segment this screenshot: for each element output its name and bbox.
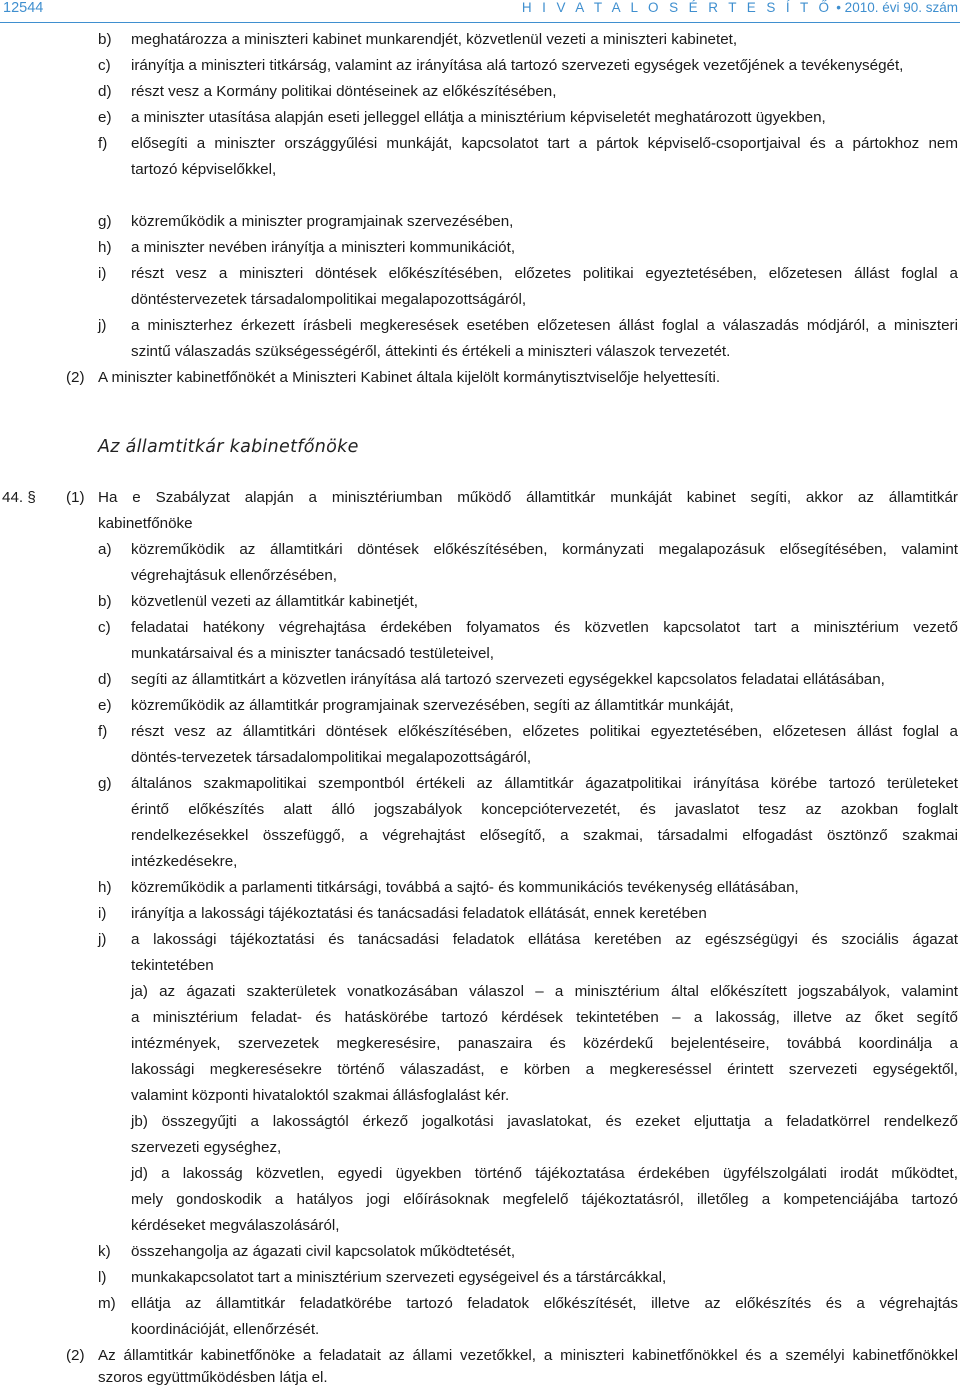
section-number: 44. § xyxy=(2,489,36,506)
list-item-line: a miniszterhez érkezett írásbeli megkeresések esetében előzetesen állást foglal a válaszadás módjáról, a miniszteri xyxy=(131,317,958,334)
list-item-line: részt vesz az államtitkári döntések előkészítésében, előzetes politikai egyeztetésében, előzetesen állást foglal a xyxy=(131,723,958,740)
list-item-line: feladatai hatékony végrehajtása érdekében folyamatos és közvetlen kapcsolatot tart a minisztérium vezető xyxy=(131,619,958,636)
list-item-line: ellátja az államtitkár feladatkörébe tartozó feladatok előkészítését, illetve az előkészítés és a végrehajtás xyxy=(131,1295,958,1312)
list-item-label: h) xyxy=(98,239,112,256)
list-item-line: munkatársaival és a miniszter tanácsadó testületeivel, xyxy=(131,645,494,662)
list-item-line: koordinációját, ellenőrzését. xyxy=(131,1321,320,1338)
list-item-label: g) xyxy=(98,775,112,792)
list-item-label: k) xyxy=(98,1243,111,1260)
list-item-label: h) xyxy=(98,879,112,896)
list-item-label: g) xyxy=(98,213,112,230)
sub-item-line: valamint központi hivataloktól szakmai állásfoglalást kér. xyxy=(131,1087,510,1104)
list-item-line: irányítja a miniszteri titkárság, valamint az irányítása alá tartozó szervezeti egységek vezetőjének a tevékenységét, xyxy=(131,57,904,74)
paragraph-label: (2) xyxy=(66,369,85,386)
list-item-line: a miniszter utasítása alapján eseti jelleggel ellátja a minisztérium képviseletét meghatározott ügyekben, xyxy=(131,109,826,126)
list-item-line: elősegíti a miniszter országgyűlési munkáját, kapcsolatot tart a pártok képviselő-csoportjaival és a pártokhoz nem xyxy=(131,135,958,152)
paragraph-line: kabinetfőnöke xyxy=(98,515,193,532)
list-item-line: közreműködik az államtitkár programjainak szervezésében, segíti az államtitkár munkáját, xyxy=(131,697,734,714)
sub-item-line: jb) összegyűjti a lakosságtól érkező jogalkotási javaslatokat, és ezeket eljuttatja a feladatkörrel rendelkező xyxy=(131,1113,958,1130)
list-item-line: munkakapcsolatot tart a minisztérium szervezeti egységeivel és a társtárcákkal, xyxy=(131,1269,667,1286)
list-item-label: f) xyxy=(98,135,108,152)
paragraph-label: (1) xyxy=(66,489,85,506)
list-item-label: b) xyxy=(98,593,112,610)
list-item-line: a lakossági tájékoztatási és tanácsadási feladatok ellátása keretében az egészségügyi és szociális ágazat xyxy=(131,931,958,948)
paragraph-line: Az államtitkár kabinetfőnöke a feladatait az állami vezetőkkel, a miniszteri kabinetfőnökkel és a személyi kabinetfőnökkel xyxy=(98,1347,958,1364)
list-item-label: e) xyxy=(98,109,112,126)
list-item-line: tekintetében xyxy=(131,957,214,974)
issue-number: • 2010. évi 90. szám xyxy=(836,0,958,15)
list-item-line: részt vesz a Kormány politikai döntéseinek az előkészítésében, xyxy=(131,83,557,100)
list-item-label: m) xyxy=(98,1295,116,1312)
list-item-line: a miniszter nevében irányítja a miniszteri kommunikációt, xyxy=(131,239,516,256)
paragraph-text: A miniszter kabinetfőnökét a Miniszteri Kabinet általa kijelölt kormánytisztviselője helyettesíti. xyxy=(98,369,721,386)
page-number: 12544 xyxy=(3,0,44,16)
list-item-line: meghatározza a miniszteri kabinet munkarendjét, közvetlenül vezeti a miniszteri kabinetet, xyxy=(131,31,738,48)
paragraph-label: (2) xyxy=(66,1347,85,1364)
list-item-label: d) xyxy=(98,671,112,688)
section-title: Az államtitkár kabinetfőnöke xyxy=(98,437,359,457)
list-item-line: segíti az államtitkárt a közvetlen irányítása alá tartozó szervezeti egységekkel kapcsolatos feladatai ellátásában, xyxy=(131,671,885,688)
paragraph-line: Ha e Szabályzat alapján a minisztériumban működő államtitkár munkáját kabinet segíti, akkor az államtitkár xyxy=(98,489,958,506)
list-item-line: általános szakmapolitikai szempontból értékeli az államtitkár ágazatpolitikai irányítása körébe tartozó területeket xyxy=(131,775,958,792)
list-item-line: döntéstervezetek társadalompolitikai megalapozottságáról, xyxy=(131,291,527,308)
list-item-label: d) xyxy=(98,83,112,100)
sub-item-line: kérdéseket megválaszolásáról, xyxy=(131,1217,340,1234)
list-item-line: döntés-tervezetek társadalompolitikai megalapozottságáról, xyxy=(131,749,532,766)
list-item-label: e) xyxy=(98,697,112,714)
list-item-label: f) xyxy=(98,723,108,740)
list-item-label: a) xyxy=(98,541,112,558)
list-item-line: végrehajtásuk ellenőrzésében, xyxy=(131,567,338,584)
sub-item-line: intézmények, szervezetek megkeresésire, panaszaira és közérdekű bejelentéseire, továbbá koordinálja a xyxy=(131,1035,958,1052)
list-item-line: tartozó képviselőkkel, xyxy=(131,161,277,178)
list-item-line: rendelkezésekkel összefüggő, a végrehajtást elősegítő, a szakmai, társadalmi elfogadást ösztönző szakmai xyxy=(131,827,958,844)
list-item-label: b) xyxy=(98,31,112,48)
sub-item-line: szervezeti egységhez, xyxy=(131,1139,282,1156)
paragraph-line: szoros együttműködésben látja el. xyxy=(98,1369,328,1386)
list-item-label: i) xyxy=(98,265,107,282)
sub-item-line: jd) a lakosság közvetlen, egyedi ügyekben történő tájékoztatása érdekében ügyfélszolgálati irodát működtet, xyxy=(131,1165,958,1182)
list-item-line: közreműködik a miniszter programjainak szervezésében, xyxy=(131,213,514,230)
list-item-line: összehangolja az ágazati civil kapcsolatok működtetését, xyxy=(131,1243,516,1260)
list-item-line: részt vesz a miniszteri döntések előkészítésében, előzetes politikai egyeztetésében, előzetesen állást foglal a xyxy=(131,265,958,282)
sub-item-line: lakossági megkeresésekre történő válaszadást, e körben a megkereséssel érintett szervezeti egységektől, xyxy=(131,1061,958,1078)
list-item-label: c) xyxy=(98,57,111,74)
list-item-label: j) xyxy=(98,317,107,334)
list-item-line: érintő előkészítés alatt álló jogszabályok koncepciótervezetét, és javaslatot tesz az azokban foglalt xyxy=(131,801,958,818)
list-item-line: közreműködik a parlamenti titkársági, továbbá a sajtó- és kommunikációs tevékenység ellátásában, xyxy=(131,879,799,896)
sub-item-line: a minisztérium feladat- és hatáskörébe tartozó kérdések tekintetében – a lakosság, illetve az őket segítő xyxy=(131,1009,958,1026)
list-item-label: c) xyxy=(98,619,111,636)
list-item-label: i) xyxy=(98,905,107,922)
sub-item-line: mely gondoskodik a hatályos jogi előírásoknak megfelelő tájékoztatásról, illetőleg a kompetenciájába tartozó xyxy=(131,1191,958,1208)
list-item-line: szintű válaszadás szükségességéről, áttekinti és értékeli a miniszteri válaszok tervezetét. xyxy=(131,343,731,360)
list-item-line: közreműködik az államtitkári döntések előkészítésében, kormányzati megalapozásuk elősegítésében, valamint xyxy=(131,541,958,558)
list-item-label: l) xyxy=(98,1269,107,1286)
sub-item-line: ja) az ágazati szakterületek vonatkozásában válaszol – a minisztérium által előkészített jogszabályok, valamint xyxy=(131,983,958,1000)
list-item-line: intézkedésekre, xyxy=(131,853,238,870)
list-item-line: közvetlenül vezeti az államtitkár kabinetjét, xyxy=(131,593,419,610)
list-item-label: j) xyxy=(98,931,107,948)
publication-title: H I V A T A L O S É R T E S Í T Ő xyxy=(521,0,833,15)
list-item-line: irányítja a lakossági tájékoztatási és tanácsadási feladatok ellátását, ennek keretében xyxy=(131,905,707,922)
